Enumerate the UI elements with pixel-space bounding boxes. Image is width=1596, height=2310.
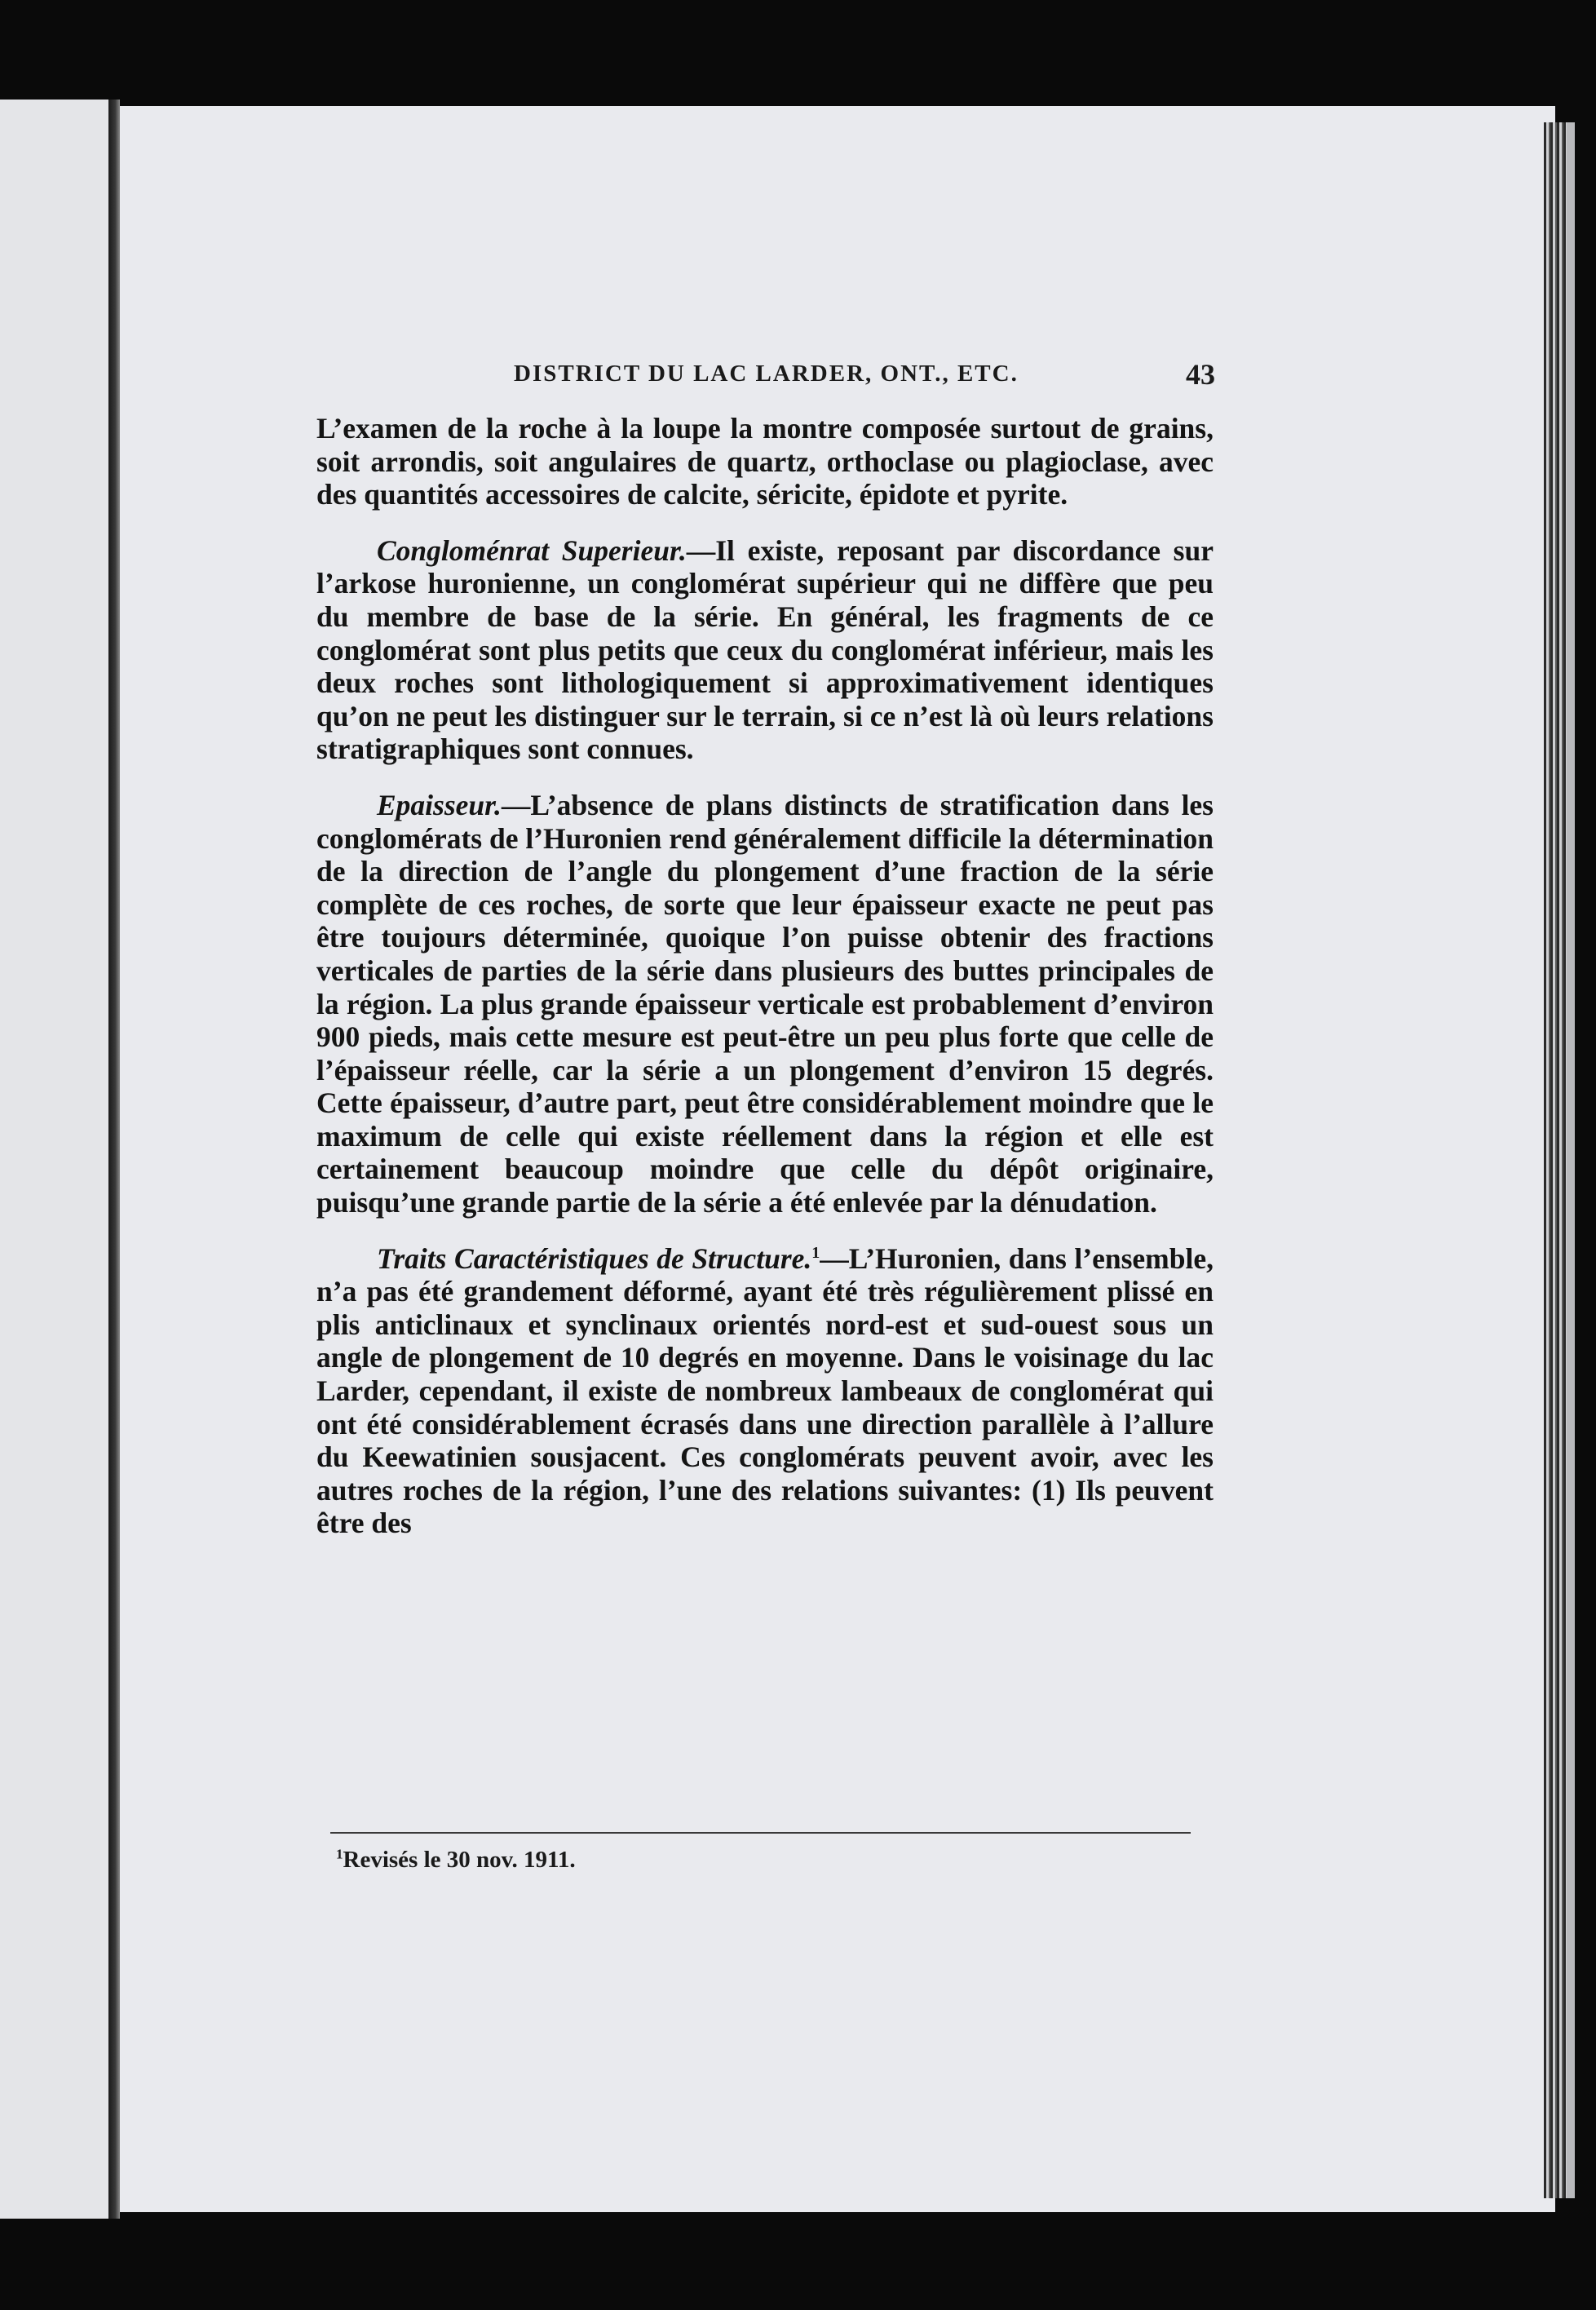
page-stack-edge [1544,122,1567,2198]
body-text [316,412,1214,1540]
paragraph-upper-conglomerate-text: —Il existe, reposant par discordance sur l’arkose huronienne, un conglomérat supérieur qui ne diffère que peu du membre de base de la série. En général, les fragments de ce conglomérat sont plus petits que ceux du conglomérat inférieur, mais les deux roches sont lithologiquement si approximativement identiques qu’on ne peut les distinguer sur le terrain, si ce n’est là où leurs relations stratigraphiques sont connues. [316,533,1214,766]
footnote-divider [330,1832,1191,1834]
paragraph-thickness-text: —L’absence de plans distincts de stratification dans les conglomérats de l’Huronien rend généralement difficile la détermination de la direction de l’angle du plongement d’une fraction de la série complète de ces roches, de sorte que leur épaisseur exacte ne peut pas être toujours déterminée, quoique l’on puisse obtenir des fractions verticales de parties de la série dans plusieurs des buttes principales de la région. La plus grande épaisseur verticale est probablement d’environ 900 pieds, mais cette mesure est peut-être un peu plus forte que celle de l’épaisseur réelle, car la série a un plongement d’environ 15 degrés. Cette épaisseur, d’autre part, peut être considérablement moindre que le maximum de celle qui existe réellement dans la région et elle est certainement beaucoup moindre que celle du dépôt originaire, puisqu’une grande partie de la série a été enlevée par la dénudation. [316,788,1214,1219]
page-stack-edge-light [1567,122,1575,2198]
footnote-text: Revisés le 30 nov. 1911. [343,1847,576,1873]
binding-gutter [108,100,120,2219]
section-heading-structure: Traits Caractéristiques de Structure. [377,1241,812,1275]
running-header [318,357,1215,398]
running-title: DISTRICT DU LAC LARDER, ONT., ETC. [514,361,1019,387]
paragraph-structure [316,1242,1214,1540]
previous-page-edge [0,100,110,2219]
section-heading-thickness: Epaisseur. [377,788,502,821]
paragraph-thickness [316,789,1214,1219]
paragraph-rock-examination: L’examen de la roche à la loupe la montre composée surtout de grains, soit arrondis, soit angulaires de quartz, orthoclase ou plagioclase, avec des quantités accessoires de calcite, séricite, épidote et pyrite. [316,412,1214,511]
footnote [336,1843,576,1876]
footnote-reference: 1 [811,1243,820,1262]
paragraph-upper-conglomerate [316,534,1214,766]
footnote-mark: 1 [336,1846,343,1862]
section-heading-upper-conglomerate: Congloménrat Superieur. [377,533,687,567]
page-number: 43 [1186,358,1215,391]
paragraph-structure-text: —L’Huronien, dans l’ensemble, n’a pas été grandement déformé, ayant été très régulièrement plissé en plis anticlinaux et synclinaux orientés nord-est et sud-ouest sous un angle de plongement de 10 degrés en moyenne. Dans le voisinage du lac Larder, cependant, il existe de nombreux lambeaux de conglomérat qui ont été considérablement écrasés dans une direction parallèle à l’allure du Keewatinien sousjacent. Ces conglomérats peuvent avoir, avec les autres roches de la région, l’une des relations suivantes: (1) Ils peuvent être des [316,1241,1214,1540]
